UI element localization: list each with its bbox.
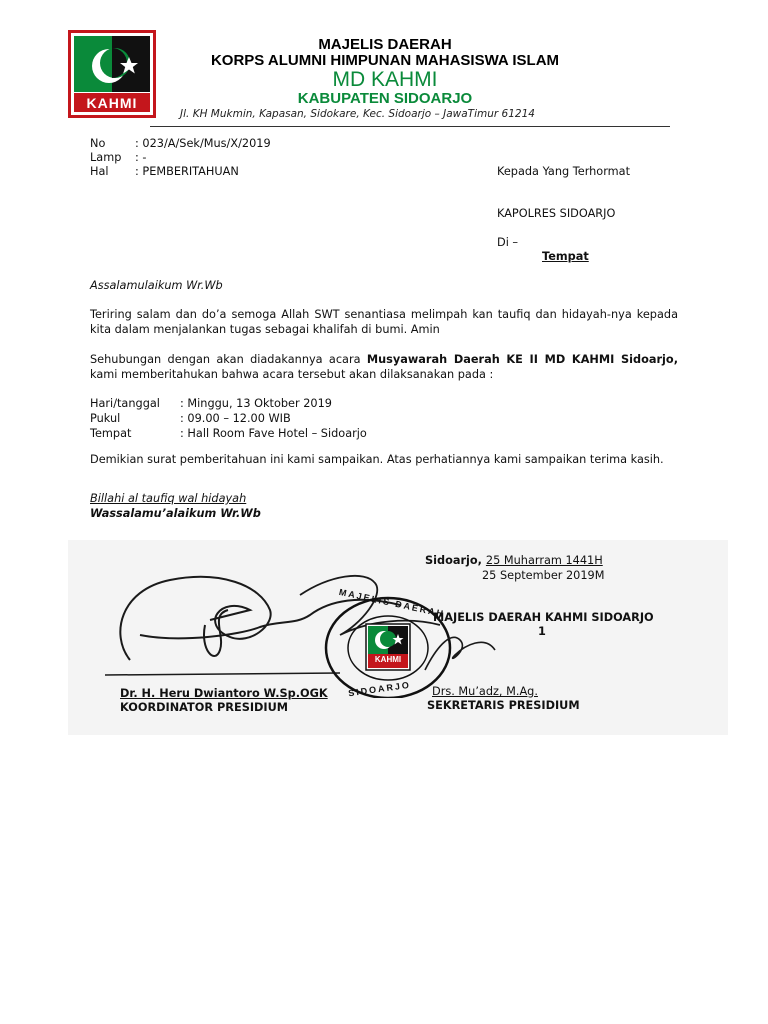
signature-masehi-date: 25 September 2019M <box>482 569 605 582</box>
stamp-top-text: MAJELIS DAERAH <box>338 586 446 620</box>
signer-2-title: SEKRETARIS PRESIDIUM <box>427 699 580 712</box>
header-address: Jl. KH Mukmin, Kapasan, Sidokare, Kec. Sidoarjo – JawaTimur 61214 <box>180 108 535 120</box>
paragraph-1: Teriring salam dan do’a semoga Allah SWT senantiasa melimpah kan taufiq dan hidayah-nya kepada kita dalam menjalankan tugas sebagai khalifah di bumi. Amin <box>90 308 678 336</box>
hal-value: : PEMBERITAHUAN <box>135 165 239 178</box>
header-line-2: KORPS ALUMNI HIMPUNAN MAHASISWA ISLAM <box>210 52 560 69</box>
stamp-bottom-text: SIDOARJO <box>347 679 412 699</box>
paragraph-3: Demikian surat pemberitahuan ini kami sampaikan. Atas perhatiannya kami sampaikan terima kasih. <box>90 453 664 466</box>
signature-city-label: Sidoarjo, <box>425 554 486 567</box>
recipient-di: Di – <box>497 236 519 249</box>
signature-right-scribble <box>415 620 505 680</box>
header-line-1: MAJELIS DAERAH <box>318 36 452 53</box>
header-divider <box>150 126 670 127</box>
detail-label-day: Hari/tanggal <box>90 397 160 410</box>
no-label: No <box>90 137 106 150</box>
paragraph-2-post: kami memberitahukan bahwa acara tersebut akan dilaksanakan pada : <box>90 368 494 381</box>
kahmi-logo-text: KAHMI <box>86 95 138 111</box>
salam: Assalamulaikum Wr.Wb <box>90 279 223 292</box>
recipient-greeting: Kepada Yang Terhormat <box>497 165 631 178</box>
kahmi-logo <box>68 30 156 118</box>
signer-1-name: Dr. H. Heru Dwiantoro W.Sp.OGK <box>120 687 328 700</box>
stamp-logo-text: KAHMI <box>374 655 402 664</box>
detail-value-time: : 09.00 – 12.00 WIB <box>180 412 291 425</box>
signature-org: MAJELIS DAERAH KAHMI SIDOARJO <box>433 611 654 624</box>
header-line-3: MD KAHMI <box>332 68 438 91</box>
closing-1: Billahi al taufiq wal hidayah <box>90 492 247 505</box>
header-line-4: KABUPATEN SIDOARJO <box>297 90 473 107</box>
paragraph-2 <box>90 352 678 382</box>
detail-value-place: : Hall Room Fave Hotel – Sidoarjo <box>180 427 367 440</box>
detail-label-time: Pukul <box>90 412 121 425</box>
hal-label: Hal <box>90 165 109 178</box>
lamp-label: Lamp <box>90 151 122 164</box>
signer-2-name: Drs. Mu’adz, M.Ag. <box>432 685 538 698</box>
recipient-place: Tempat <box>542 250 589 263</box>
signature-page-mark: 1 <box>538 625 546 638</box>
paragraph-2-pre: Sehubungan dengan akan diadakannya acara <box>90 353 367 366</box>
detail-label-place: Tempat <box>90 427 132 440</box>
signature-hijri-date: 25 Muharram 1441H <box>485 554 603 567</box>
signer-1-title: KOORDINATOR PRESIDIUM <box>120 701 289 714</box>
paragraph-2-event: Musyawarah Daerah KE II MD KAHMI Sidoarjo, <box>366 353 678 366</box>
no-value: : 023/A/Sek/Mus/X/2019 <box>135 137 271 150</box>
recipient-name: KAPOLRES SIDOARJO <box>497 207 616 220</box>
lamp-value: : - <box>135 151 147 164</box>
detail-value-day: : Minggu, 13 Oktober 2019 <box>180 397 332 410</box>
closing-2: Wassalamu’alaikum Wr.Wb <box>90 507 261 520</box>
